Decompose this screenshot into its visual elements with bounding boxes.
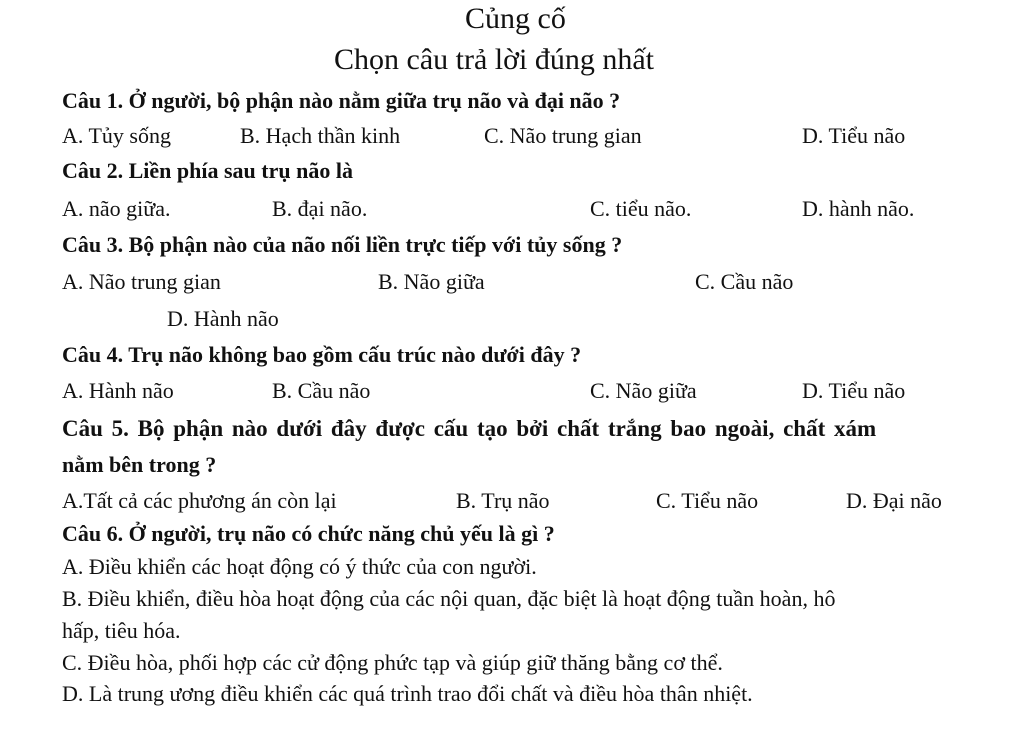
q1-option-a: A. Tủy sống xyxy=(62,123,171,148)
q2-option-c: C. tiểu não. xyxy=(590,196,692,221)
q1-option-d: D. Tiểu não xyxy=(802,123,906,148)
q6-option-a: A. Điều khiển các hoạt động có ý thức của con người. xyxy=(62,554,537,579)
q1-option-c: C. Não trung gian xyxy=(484,123,642,148)
q4-option-a: A. Hành não xyxy=(62,378,174,403)
q3-option-b: B. Não giữa xyxy=(378,269,485,294)
question-1: Câu 1. Ở người, bộ phận nào nằm giữa trụ não và đại não ? xyxy=(62,88,621,113)
q5-option-c: C. Tiểu não xyxy=(656,488,759,513)
q5-option-a: A.Tất cả các phương án còn lại xyxy=(62,488,337,513)
q4-option-c: C. Não giữa xyxy=(590,378,697,403)
q6-option-b-line-2: hấp, tiêu hóa. xyxy=(62,618,181,643)
q3-option-d: D. Hành não xyxy=(167,306,279,331)
page-title: Củng cố xyxy=(465,2,566,35)
q4-option-d: D. Tiểu não xyxy=(802,378,906,403)
question-4: Câu 4. Trụ não không bao gồm cấu trúc nào dưới đây ? xyxy=(62,342,582,367)
question-5-line-2: nằm bên trong ? xyxy=(62,452,217,477)
q2-option-a: A. não giữa. xyxy=(62,196,171,221)
q3-option-a: A. Não trung gian xyxy=(62,269,221,294)
question-2: Câu 2. Liền phía sau trụ não là xyxy=(62,158,353,183)
q5-option-b: B. Trụ não xyxy=(456,488,550,513)
q6-option-b-line-1: B. Điều khiển, điều hòa hoạt động của các nội quan, đặc biệt là hoạt động tuần hoàn, hô xyxy=(62,586,836,611)
q1-option-b: B. Hạch thần kinh xyxy=(240,123,401,148)
q3-option-c: C. Cầu não xyxy=(695,269,794,294)
q2-option-b: B. đại não. xyxy=(272,196,368,221)
question-3: Câu 3. Bộ phận nào của não nối liền trực tiếp với tủy sống ? xyxy=(62,232,623,257)
q6-option-c: C. Điều hòa, phối hợp các cử động phức tạp và giúp giữ thăng bằng cơ thể. xyxy=(62,650,723,675)
q4-option-b: B. Cầu não xyxy=(272,378,371,403)
q5-option-d: D. Đại não xyxy=(846,488,942,513)
page-subtitle: Chọn câu trả lời đúng nhất xyxy=(334,43,654,76)
question-6: Câu 6. Ở người, trụ não có chức năng chủ yếu là gì ? xyxy=(62,521,555,546)
question-5-line-1: Câu 5. Bộ phận nào dưới đây được cấu tạo bởi chất trắng bao ngoài, chất xám xyxy=(62,416,877,441)
q2-option-d: D. hành não. xyxy=(802,196,915,221)
q6-option-d: D. Là trung ương điều khiển các quá trình trao đổi chất và điều hòa thân nhiệt. xyxy=(62,681,753,706)
